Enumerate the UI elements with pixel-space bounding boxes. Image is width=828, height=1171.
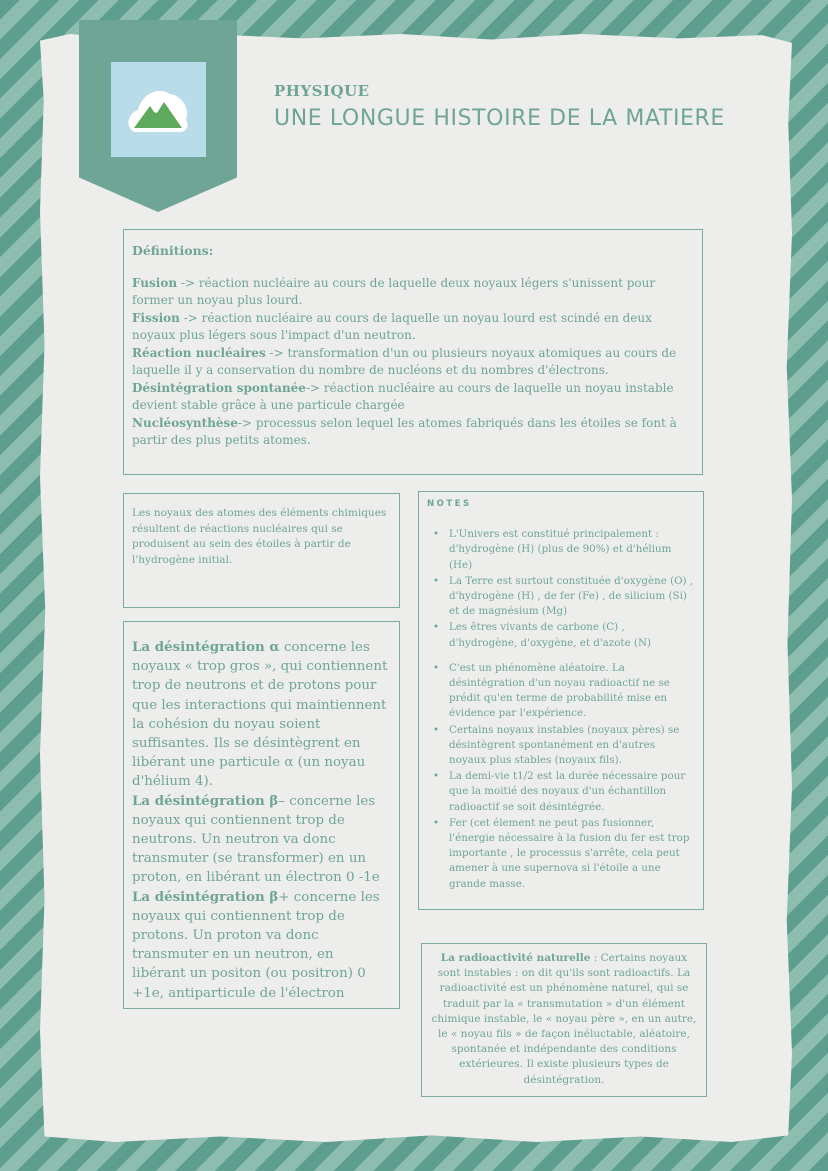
- definitions-box: [123, 229, 703, 475]
- decay-beta-minus-term: La désintégration β: [132, 792, 279, 809]
- definition-item: [132, 380, 694, 415]
- list-item: • La demi-vie t1/2 est la durée nécessaire pour que la moitié des noyaux d'un échantillon radioactif se soit désintégrée.: [449, 769, 695, 815]
- decay-alpha-text: concerne les noyaux « trop gros », qui contiennent trop de neutrons et de protons pour que les interactions qui maintiennent la cohésion du noyau soient suffisantes. Ils se désintègrent en libérant une particule α (un noyau d'hélium 4).: [132, 640, 388, 790]
- definitions-heading: Définitions:: [132, 243, 214, 258]
- list-item: • Certains noyaux instables (noyaux pères) se désintègrent spontanément en d'autres noyaux plus stables (noyaux fils).: [449, 723, 695, 769]
- notes-heading: NOTES: [427, 499, 472, 509]
- definition-text: -> transformation d'un ou plusieurs noyaux atomiques au cours de laquelle il y a conservation du nombre de nucléons et du nombres d'électrons.: [132, 345, 677, 377]
- list-item: • Fer (cet élement ne peut pas fusionner, l'énergie nécessaire à la fusion du fer est trop importante , le processus s'arrête, cela peut amener à une supernova si l'étoile a une grande masse.: [449, 816, 695, 892]
- definition-term: Réaction nucléaires: [132, 345, 266, 360]
- definition-term: Désintégration spontanée: [132, 380, 306, 395]
- notes-list-composition: [427, 527, 695, 651]
- decay-beta-plus-text: + concerne les noyaux qui contiennent trop de protons. Un proton va donc transmuter en un neutron, en libérant un positon (ou positron) 0 +1e, antiparticule de l'électron: [132, 889, 380, 1001]
- list-item: • La Terre est surtout constituée d'oxygène (O) , d'hydrogène (H) , de fer (Fe) , de silicium (Si) et de magnésium (Mg): [449, 574, 695, 620]
- intro-text: Les noyaux des atomes des éléments chimiques résultent de réactions nucléaires qui se produisent au sein des étoiles à partir de l'hydrogène initial.: [132, 507, 387, 566]
- definition-text: -> réaction nucléaire au cours de laquelle un noyau instable devient stable grâce à une particule chargée: [132, 380, 674, 412]
- list-item: • L'Univers est constitué principalement : d'hydrogène (H) (plus de 90%) et d'hélium (He): [449, 527, 695, 573]
- logo: [111, 62, 206, 157]
- definition-term: Fission: [132, 310, 180, 325]
- definition-text: -> réaction nucléaire au cours de laquelle deux noyaux légers s'unissent pour former un noyau plus lourd.: [132, 275, 656, 307]
- list-item: • Les êtres vivants de carbone (C) , d'hydrogène, d'oxygène, et d'azote (N): [449, 620, 695, 650]
- mountain-cloud-icon: [124, 82, 194, 138]
- decay-beta-minus: [132, 792, 391, 888]
- decay-beta-plus: [132, 888, 391, 1003]
- definition-term: Nucléosynthèse: [132, 415, 238, 430]
- radioactivity-box: [421, 943, 707, 1097]
- definition-text: -> processus selon lequel les atomes fabriqués dans les étoiles se font à partir des plus petits atomes.: [132, 415, 677, 447]
- definition-item: [132, 415, 694, 450]
- notes-list-radioactivity: [427, 661, 695, 892]
- radioactivity-term: La radioactivité naturelle: [440, 952, 591, 964]
- definition-item: [132, 310, 694, 345]
- decay-alpha-term: La désintégration α: [132, 639, 280, 655]
- list-item: • C'est un phénomène aléatoire. La désintégration d'un noyau radioactif ne se prédit qu'en terme de probabilité mise en évidence par l'expérience.: [449, 661, 695, 722]
- intro-box: [123, 493, 400, 608]
- definition-text: -> réaction nucléaire au cours de laquelle un noyau lourd est scindé en deux noyaux plus légers sous l'impact d'un neutron.: [132, 310, 652, 342]
- notes-box: [418, 491, 704, 910]
- radioactivity-text: : Certains noyaux sont instables : on dit qu'ils sont radioactifs. La radioactivité est un phénomène naturel, qui se traduit par la « transmutation » d'un élément chimique instable, le « noyau père », en un autre, le « noyau fils » de façon inéluctable, aléatoire, spontanée et indépendante des conditions extérieures. Il existe plusieurs types de désintégration.: [431, 952, 697, 1086]
- definition-item: [132, 345, 694, 380]
- decay-alpha: [132, 638, 391, 792]
- definition-term: Fusion: [132, 275, 178, 290]
- radioactivity-paragraph: [430, 951, 698, 1088]
- definition-item: [132, 275, 694, 310]
- decay-beta-plus-term: La désintégration β: [132, 888, 279, 905]
- decay-box: [123, 621, 400, 1009]
- decay-beta-minus-text: – concerne les noyaux qui contiennent trop de neutrons. Un neutron va donc transmuter (se transformer) en un proton, en libérant un électron 0 -1e: [132, 793, 380, 886]
- subject-label: PHYSIQUE: [274, 82, 370, 100]
- page-title: UNE LONGUE HISTOIRE DE LA MATIERE: [274, 106, 725, 131]
